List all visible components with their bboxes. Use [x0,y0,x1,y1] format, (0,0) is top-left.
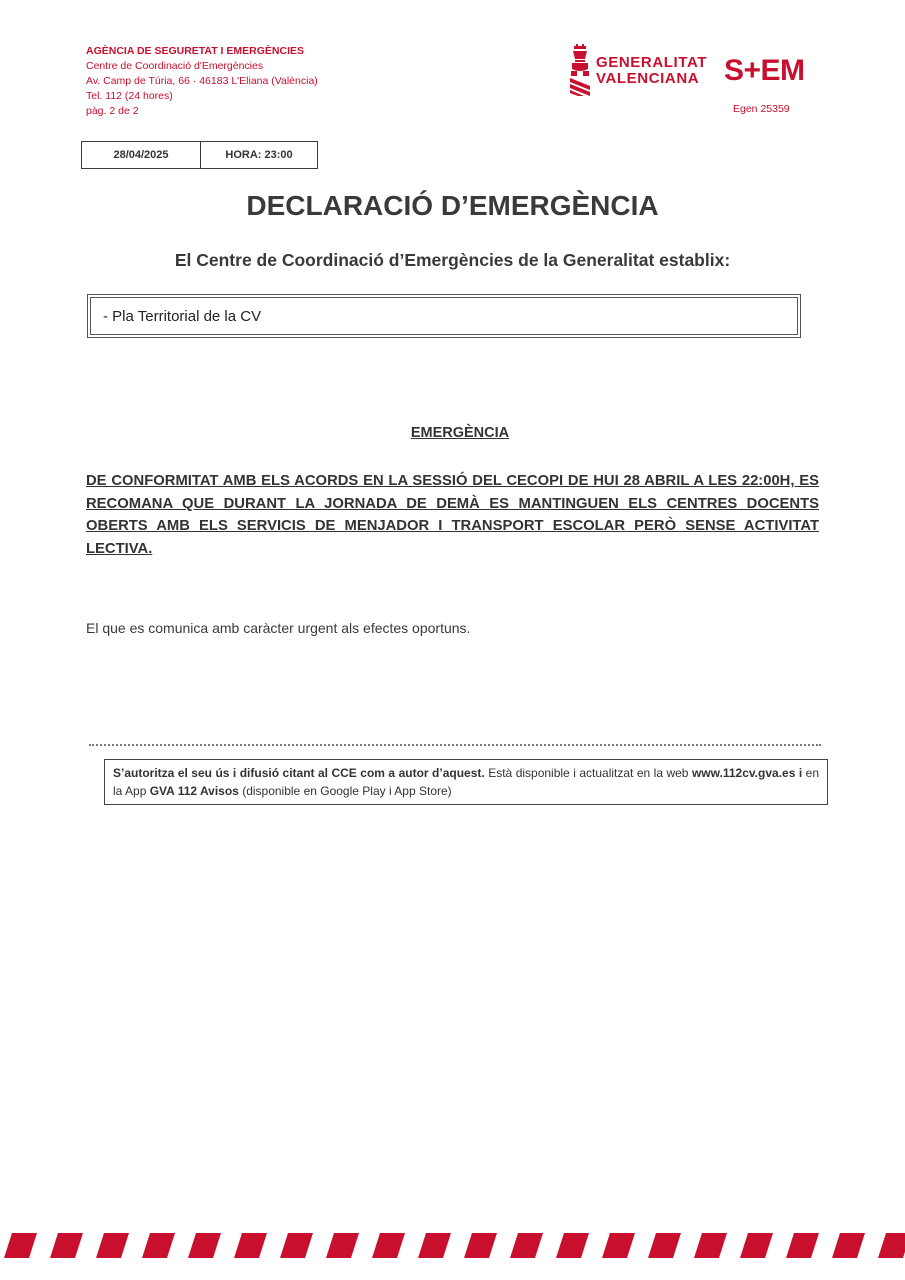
plan-text: - Pla Territorial de la CV [90,297,798,335]
notice-text-1: Està disponible i actualitzat en la web [484,766,692,780]
stripe-segment [280,1233,313,1258]
notice-text-3: (disponible en Google Play i App Store) [238,784,452,798]
date-value: 28/04/2025 [82,142,201,168]
stripe-segment [832,1233,865,1258]
document-subtitle: El Centre de Coordinació d’Emergències de la Generalitat establix: [174,250,731,270]
agency-phone: Tel. 112 (24 hores) [86,90,173,102]
stripe-segment [96,1233,129,1258]
notice-app-name: GVA 112 Avisos [149,784,239,798]
plan-box [87,294,801,338]
stripe-segment [372,1233,405,1258]
agency-centre: Centre de Coordinació d'Emergències [86,60,264,72]
generalitat-emblem-icon [568,44,594,100]
stripe-segment [786,1233,819,1258]
stripe-segment [556,1233,589,1258]
stripe-segment [50,1233,83,1258]
gva-line-2: VALENCIANA [596,70,700,87]
emergency-heading: EMERGÈNCIA [410,425,510,441]
stripe-segment [510,1233,543,1258]
stripe-segment [878,1233,905,1258]
notice-authorization: S’autoritza el seu ús i difusió citant al CCE com a autor d’aquest. [113,766,485,780]
stripe-segment [602,1233,635,1258]
stripe-segment [234,1233,267,1258]
stripe-segment [740,1233,773,1258]
sem-logo: S+EM [724,54,805,87]
time-value: HORA: 23:00 [225,149,293,161]
stripe-segment [648,1233,681,1258]
stripe-segment [142,1233,175,1258]
usage-notice [104,759,828,805]
gva-line-1: GENERALITAT [596,54,708,71]
emergency-text: DE CONFORMITAT AMB ELS ACORDS EN LA SESSIÓ DEL CECOPI DE HUI 28 ABRIL A LES 22:00H, ES RECOMANA QUE DURANT LA JORNADA DE DEMÀ ES MANTINGUEN ELS CENTRES DOCENTS OBERTS AMB ELS SERVICIS DE MENJADOR I TRANSPORT ESCOLAR PERÒ SENSE ACTIVITAT LECTIVA. [86,473,819,557]
agency-info [86,44,318,119]
notice-text-2: en la App [113,766,820,798]
date-time-box [81,141,318,169]
hazard-stripe [0,1233,905,1258]
agency-name: AGÈNCIA DE SEGURETAT I EMERGÈNCIES [86,45,304,57]
dotted-divider [89,744,821,746]
stripe-segment [464,1233,497,1258]
stripe-segment [694,1233,727,1258]
egen-reference: Egen 25359 [733,103,790,115]
notice-website: www.112cv.gva.es i [691,766,803,780]
stripe-segment [4,1233,37,1258]
generalitat-logo [568,44,708,100]
document-title: DECLARACIÓ D’EMERGÈNCIA [246,190,659,221]
generalitat-wordmark [596,55,707,87]
urgent-note: El que es comunica amb caràcter urgent als efectes oportuns. [86,620,471,636]
page-number: pàg. 2 de 2 [86,105,139,117]
stripe-segment [418,1233,451,1258]
stripe-segment [326,1233,359,1258]
agency-address: Av. Camp de Túria, 66 · 46183 L'Eliana (València) [86,75,318,87]
stripe-segment [188,1233,221,1258]
